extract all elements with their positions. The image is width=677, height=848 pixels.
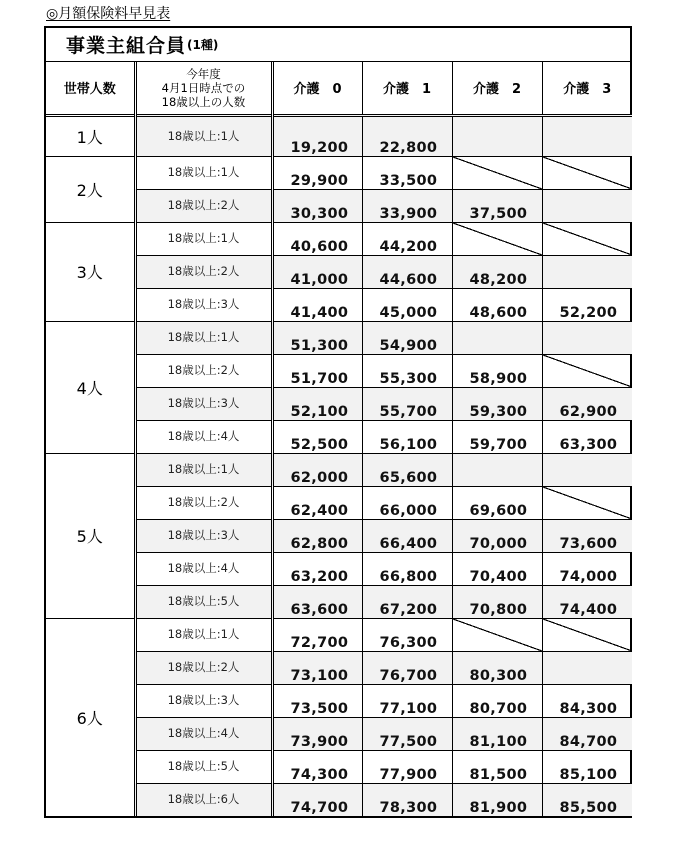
- header-adult-line: 4月1日時点での: [161, 80, 246, 95]
- premium-value: 22,800: [379, 139, 438, 156]
- household-size-cell: 5人: [46, 453, 135, 618]
- premium-value-cell-care-1: [362, 552, 452, 585]
- premium-value: 85,100: [559, 766, 618, 783]
- premium-value-cell-care-2: [452, 552, 542, 585]
- premium-value: 59,300: [469, 403, 528, 420]
- header-care-0: 介護 0: [272, 62, 362, 115]
- not-applicable-cell: [452, 453, 542, 486]
- premium-value-cell-care-0: [272, 717, 362, 750]
- premium-value: 78,300: [379, 800, 438, 816]
- not-applicable-cell: [542, 486, 632, 519]
- premium-value: 59,700: [469, 436, 528, 453]
- premium-value: 73,500: [290, 700, 349, 717]
- premium-value-cell-care-0: [272, 783, 362, 816]
- premium-value-cell-care-0: [272, 684, 362, 717]
- household-size-cell: 4人: [46, 321, 135, 453]
- household-size-cell: 6人: [46, 618, 135, 816]
- premium-value-cell-care-1: [362, 750, 452, 783]
- premium-value: 76,700: [379, 667, 438, 684]
- header-row: [46, 62, 632, 115]
- premium-value-cell-care-2: [452, 288, 542, 321]
- premium-value-cell-care-2: [452, 585, 542, 618]
- premium-value-cell-care-1: [362, 453, 452, 486]
- premium-value-cell-care-1: [362, 684, 452, 717]
- premium-value-cell-care-1: [362, 156, 452, 189]
- premium-value: 72,700: [290, 634, 349, 651]
- premium-value-cell-care-3: [542, 783, 632, 816]
- premium-value-cell-care-0: [272, 354, 362, 387]
- household-size-cell: 2人: [46, 156, 135, 222]
- premium-value: 48,200: [469, 271, 528, 288]
- adult-count-cell: 18歳以上:3人: [135, 387, 272, 420]
- adult-count-cell: 18歳以上:3人: [135, 519, 272, 552]
- premium-value: 62,000: [290, 469, 349, 486]
- premium-value: 77,500: [379, 733, 438, 750]
- premium-value-cell-care-1: [362, 717, 452, 750]
- premium-value: 62,800: [290, 535, 349, 552]
- premium-table-sheet: [44, 26, 632, 818]
- premium-value: 73,900: [290, 733, 349, 750]
- header-care-3: 介護 3: [563, 82, 612, 98]
- premium-value-cell-care-1: [362, 288, 452, 321]
- adult-count-cell: 18歳以上:2人: [135, 486, 272, 519]
- premium-value: 41,400: [290, 304, 349, 321]
- table-row: [46, 115, 632, 156]
- premium-value: 85,500: [559, 800, 618, 816]
- premium-value: 44,200: [379, 238, 438, 255]
- premium-value: 62,400: [290, 502, 349, 519]
- premium-value: 80,700: [469, 700, 528, 717]
- premium-value: 19,200: [290, 139, 349, 156]
- premium-value-cell-care-2: [452, 387, 542, 420]
- premium-value: 56,100: [379, 436, 438, 453]
- premium-value-cell-care-0: [272, 618, 362, 651]
- premium-value: 70,800: [469, 601, 528, 618]
- not-applicable-cell: [542, 255, 632, 288]
- premium-value-cell-care-0: [272, 651, 362, 684]
- premium-value: 80,300: [469, 667, 528, 684]
- sheet-caption: ◎月額保険料早見表: [46, 6, 171, 22]
- premium-value-cell-care-1: [362, 486, 452, 519]
- premium-value: 74,700: [290, 800, 349, 816]
- premium-value-cell-care-0: [272, 387, 362, 420]
- premium-value-cell-care-1: [362, 321, 452, 354]
- premium-value: 37,500: [469, 205, 528, 222]
- premium-value: 76,300: [379, 634, 438, 651]
- premium-value-cell-care-2: [452, 651, 542, 684]
- premium-value: 81,900: [469, 800, 528, 816]
- premium-value: 70,400: [469, 568, 528, 585]
- adult-count-cell: 18歳以上:1人: [135, 222, 272, 255]
- premium-value: 77,100: [379, 700, 438, 717]
- not-applicable-cell: [452, 222, 542, 255]
- table-row: [46, 453, 632, 486]
- premium-value-cell-care-0: [272, 552, 362, 585]
- premium-value: 48,600: [469, 304, 528, 321]
- premium-value: 84,300: [559, 700, 618, 717]
- not-applicable-cell: [542, 453, 632, 486]
- header-care-1: 介護 1: [362, 62, 452, 115]
- premium-value-cell-care-1: [362, 651, 452, 684]
- not-applicable-cell: [542, 651, 632, 684]
- premium-value: 74,000: [559, 568, 618, 585]
- premium-value-cell-care-2: [452, 255, 542, 288]
- adult-count-cell: 18歳以上:4人: [135, 552, 272, 585]
- premium-value: 63,300: [559, 436, 618, 453]
- premium-value: 74,300: [290, 766, 349, 783]
- adult-count-cell: 18歳以上:5人: [135, 750, 272, 783]
- premium-value-cell-care-0: [272, 585, 362, 618]
- adult-count-cell: 18歳以上:1人: [135, 618, 272, 651]
- premium-value-cell-care-3: [542, 519, 632, 552]
- premium-value-cell-care-0: [272, 453, 362, 486]
- premium-value: 70,000: [469, 535, 528, 552]
- adult-count-cell: 18歳以上:2人: [135, 189, 272, 222]
- premium-value: 74,400: [559, 601, 618, 618]
- not-applicable-cell: [542, 222, 632, 255]
- not-applicable-cell: [452, 156, 542, 189]
- premium-value-cell-care-0: [272, 321, 362, 354]
- premium-value: 33,900: [379, 205, 438, 222]
- premium-value-cell-care-3: [542, 717, 632, 750]
- premium-value: 33,500: [379, 172, 438, 189]
- adult-count-cell: 18歳以上:1人: [135, 321, 272, 354]
- adult-count-cell: 18歳以上:6人: [135, 783, 272, 816]
- not-applicable-cell: [452, 321, 542, 354]
- premium-value-cell-care-3: [542, 750, 632, 783]
- premium-value-cell-care-2: [452, 750, 542, 783]
- table-body: [46, 115, 632, 816]
- premium-value: 73,600: [559, 535, 618, 552]
- not-applicable-cell: [542, 618, 632, 651]
- premium-value: 84,700: [559, 733, 618, 750]
- household-size-cell: 3人: [46, 222, 135, 321]
- header-household-size: 世帯人数: [46, 62, 135, 115]
- premium-value-cell-care-2: [452, 189, 542, 222]
- premium-value-cell-care-3: [542, 585, 632, 618]
- premium-value-cell-care-3: [542, 288, 632, 321]
- table-row: [46, 321, 632, 354]
- adult-count-cell: 18歳以上:1人: [135, 453, 272, 486]
- adult-count-cell: 18歳以上:2人: [135, 255, 272, 288]
- premium-value-cell-care-0: [272, 288, 362, 321]
- adult-count-cell: 18歳以上:3人: [135, 684, 272, 717]
- table-row: [46, 618, 632, 651]
- premium-value: 81,100: [469, 733, 528, 750]
- premium-value: 52,100: [290, 403, 349, 420]
- not-applicable-cell: [542, 189, 632, 222]
- premium-value-cell-care-1: [362, 420, 452, 453]
- premium-value: 30,300: [290, 205, 349, 222]
- premium-value: 66,000: [379, 502, 438, 519]
- premium-value-cell-care-1: [362, 783, 452, 816]
- premium-value: 40,600: [290, 238, 349, 255]
- premium-table: [46, 62, 632, 816]
- premium-value-cell-care-0: [272, 222, 362, 255]
- premium-value: 51,700: [290, 370, 349, 387]
- premium-value-cell-care-3: [542, 684, 632, 717]
- premium-value-cell-care-1: [362, 354, 452, 387]
- header-adult-line: 18歳以上の人数: [161, 94, 246, 109]
- not-applicable-cell: [542, 115, 632, 156]
- premium-value-cell-care-0: [272, 115, 362, 156]
- premium-value: 52,200: [559, 304, 618, 321]
- table-row: [46, 156, 632, 189]
- adult-count-cell: 18歳以上:2人: [135, 651, 272, 684]
- table-title-row: [46, 28, 630, 62]
- premium-value-cell-care-0: [272, 189, 362, 222]
- premium-value-cell-care-1: [362, 115, 452, 156]
- header-adult-count: [135, 62, 272, 115]
- adult-count-cell: 18歳以上:3人: [135, 288, 272, 321]
- premium-value: 65,600: [379, 469, 438, 486]
- premium-value-cell-care-3: [542, 552, 632, 585]
- premium-value: 66,400: [379, 535, 438, 552]
- premium-value: 73,100: [290, 667, 349, 684]
- premium-value: 62,900: [559, 403, 618, 420]
- premium-value-cell-care-3: [542, 387, 632, 420]
- premium-value-cell-care-1: [362, 585, 452, 618]
- premium-value-cell-care-1: [362, 618, 452, 651]
- premium-value: 77,900: [379, 766, 438, 783]
- premium-value: 55,300: [379, 370, 438, 387]
- adult-count-cell: 18歳以上:4人: [135, 717, 272, 750]
- premium-value-cell-care-0: [272, 156, 362, 189]
- premium-value-cell-care-2: [452, 486, 542, 519]
- header-adult-line: 今年度: [186, 66, 221, 81]
- premium-value: 63,600: [290, 601, 349, 618]
- premium-value-cell-care-1: [362, 255, 452, 288]
- household-size-cell: 1人: [46, 115, 135, 156]
- premium-value-cell-care-2: [452, 420, 542, 453]
- not-applicable-cell: [542, 354, 632, 387]
- not-applicable-cell: [542, 321, 632, 354]
- header-care-2: 介護 2: [452, 62, 542, 115]
- premium-value-cell-care-2: [452, 684, 542, 717]
- premium-value-cell-care-1: [362, 519, 452, 552]
- premium-value-cell-care-0: [272, 519, 362, 552]
- premium-value: 58,900: [469, 370, 528, 387]
- table-title-sub: (1種): [187, 38, 219, 52]
- premium-value-cell-care-2: [452, 717, 542, 750]
- premium-value: 63,200: [290, 568, 349, 585]
- premium-value-cell-care-0: [272, 420, 362, 453]
- premium-value: 44,600: [379, 271, 438, 288]
- adult-count-cell: 18歳以上:1人: [135, 115, 272, 156]
- premium-value-cell-care-2: [452, 519, 542, 552]
- premium-value-cell-care-0: [272, 486, 362, 519]
- not-applicable-cell: [542, 156, 632, 189]
- premium-value-cell-care-0: [272, 750, 362, 783]
- premium-value-cell-care-1: [362, 189, 452, 222]
- adult-count-cell: 18歳以上:5人: [135, 585, 272, 618]
- adult-count-cell: 18歳以上:4人: [135, 420, 272, 453]
- premium-value: 54,900: [379, 337, 438, 354]
- premium-value: 66,800: [379, 568, 438, 585]
- premium-value: 81,500: [469, 766, 528, 783]
- premium-value-cell-care-2: [452, 354, 542, 387]
- premium-value-cell-care-1: [362, 387, 452, 420]
- premium-value-cell-care-3: [542, 420, 632, 453]
- premium-value: 69,600: [469, 502, 528, 519]
- table-row: [46, 222, 632, 255]
- premium-value-cell-care-0: [272, 255, 362, 288]
- premium-value: 29,900: [290, 172, 349, 189]
- table-title: 事業主組合員: [66, 35, 187, 57]
- premium-value: 45,000: [379, 304, 438, 321]
- premium-value: 41,000: [290, 271, 349, 288]
- premium-value-cell-care-1: [362, 222, 452, 255]
- adult-count-cell: 18歳以上:2人: [135, 354, 272, 387]
- premium-value: 51,300: [290, 337, 349, 354]
- premium-value: 52,500: [290, 436, 349, 453]
- adult-count-cell: 18歳以上:1人: [135, 156, 272, 189]
- not-applicable-cell: [452, 618, 542, 651]
- premium-value: 55,700: [379, 403, 438, 420]
- not-applicable-cell: [452, 115, 542, 156]
- premium-value-cell-care-2: [452, 783, 542, 816]
- premium-value: 67,200: [379, 601, 438, 618]
